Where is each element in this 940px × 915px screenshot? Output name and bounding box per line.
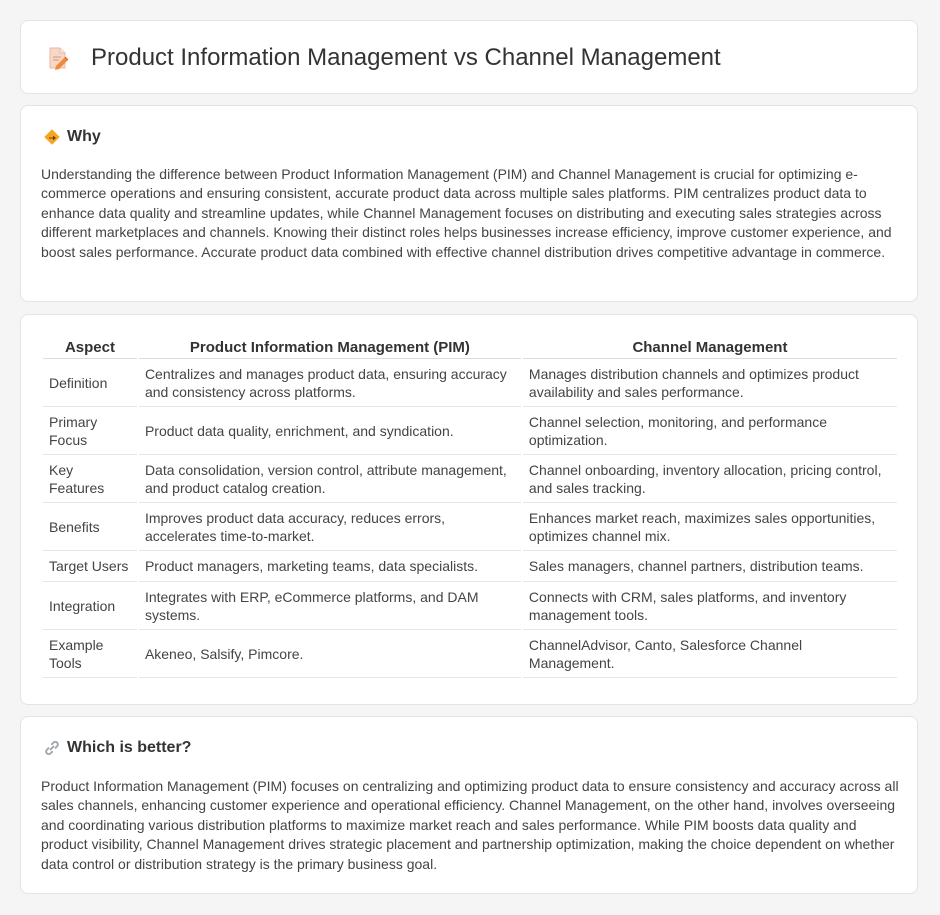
row-pim: Data consolidation, version control, attribute management, and product catalog creation. <box>139 455 521 503</box>
table-row <box>43 407 897 455</box>
table-header-row <box>43 337 897 359</box>
diamond-arrow-icon <box>43 128 61 146</box>
document-pencil-icon <box>45 45 71 71</box>
row-pim: Product managers, marketing teams, data specialists. <box>139 551 521 582</box>
which-is-better-section <box>20 716 918 894</box>
better-heading: Which is better? <box>67 739 192 756</box>
table-row <box>43 359 897 407</box>
row-pim: Product data quality, enrichment, and syndication. <box>139 407 521 455</box>
row-aspect: Key Features <box>43 455 137 503</box>
table-row <box>43 503 897 551</box>
column-header-channel: Channel Management <box>523 337 897 359</box>
why-heading-row <box>43 128 101 146</box>
why-section <box>20 105 918 302</box>
better-heading-row <box>43 739 191 757</box>
row-channel: Channel onboarding, inventory allocation, pricing control, and sales tracking. <box>523 455 897 503</box>
table-row <box>43 630 897 678</box>
page-title: Product Information Management vs Channel Management <box>91 44 721 71</box>
why-heading: Why <box>67 128 101 145</box>
comparison-card <box>20 314 918 705</box>
comparison-table <box>41 337 899 678</box>
row-pim: Improves product data accuracy, reduces errors, accelerates time-to-market. <box>139 503 521 551</box>
table-row <box>43 582 897 630</box>
header-card <box>20 20 918 94</box>
column-header-pim: Product Information Management (PIM) <box>139 337 521 359</box>
row-channel: Connects with CRM, sales platforms, and inventory management tools. <box>523 582 897 630</box>
table-row <box>43 551 897 582</box>
why-text: Understanding the difference between Product Information Management (PIM) and Channel Management is crucial for optimizing e-commerce operations and ensuring consistent, accurate product data across multiple sales platforms. PIM centralizes product data to enhance data quality and streamline updates, while Channel Management focuses on distributing and executing sales strategies across different marketplaces and channels. Knowing their distinct roles helps businesses increase efficiency, improve customer experience, and boost sales performance. Accurate product data combined with effective channel distribution drives competitive advantage in commerce. <box>41 166 892 260</box>
row-channel: Manages distribution channels and optimizes product availability and sales performance. <box>523 359 897 407</box>
row-pim: Integrates with ERP, eCommerce platforms, and DAM systems. <box>139 582 521 630</box>
row-channel: Sales managers, channel partners, distribution teams. <box>523 551 897 582</box>
row-aspect: Target Users <box>43 551 137 582</box>
row-aspect: Integration <box>43 582 137 630</box>
row-channel: Channel selection, monitoring, and performance optimization. <box>523 407 897 455</box>
better-text: Product Information Management (PIM) focuses on centralizing and optimizing product data to ensure consistency and accuracy across all sales channels, enhancing customer experience and operational efficiency. Channel Management, on the other hand, involves overseeing and coordinating various distribution platforms to maximize market reach and sales performance. While PIM boosts data quality and product visibility, Channel Management drives strategic placement and partnership optimization, making the choice dependent on whether data control or distribution strategy is the primary business goal. <box>41 778 899 872</box>
link-icon <box>43 739 61 757</box>
row-pim: Centralizes and manages product data, ensuring accuracy and consistency across platforms. <box>139 359 521 407</box>
row-channel: ChannelAdvisor, Canto, Salesforce Channel Management. <box>523 630 897 678</box>
row-aspect: Primary Focus <box>43 407 137 455</box>
row-aspect: Example Tools <box>43 630 137 678</box>
row-channel: Enhances market reach, maximizes sales opportunities, optimizes channel mix. <box>523 503 897 551</box>
row-pim: Akeneo, Salsify, Pimcore. <box>139 630 521 678</box>
row-aspect: Benefits <box>43 503 137 551</box>
table-row <box>43 455 897 503</box>
row-aspect: Definition <box>43 359 137 407</box>
title-row <box>45 21 721 95</box>
column-header-aspect: Aspect <box>43 337 137 359</box>
